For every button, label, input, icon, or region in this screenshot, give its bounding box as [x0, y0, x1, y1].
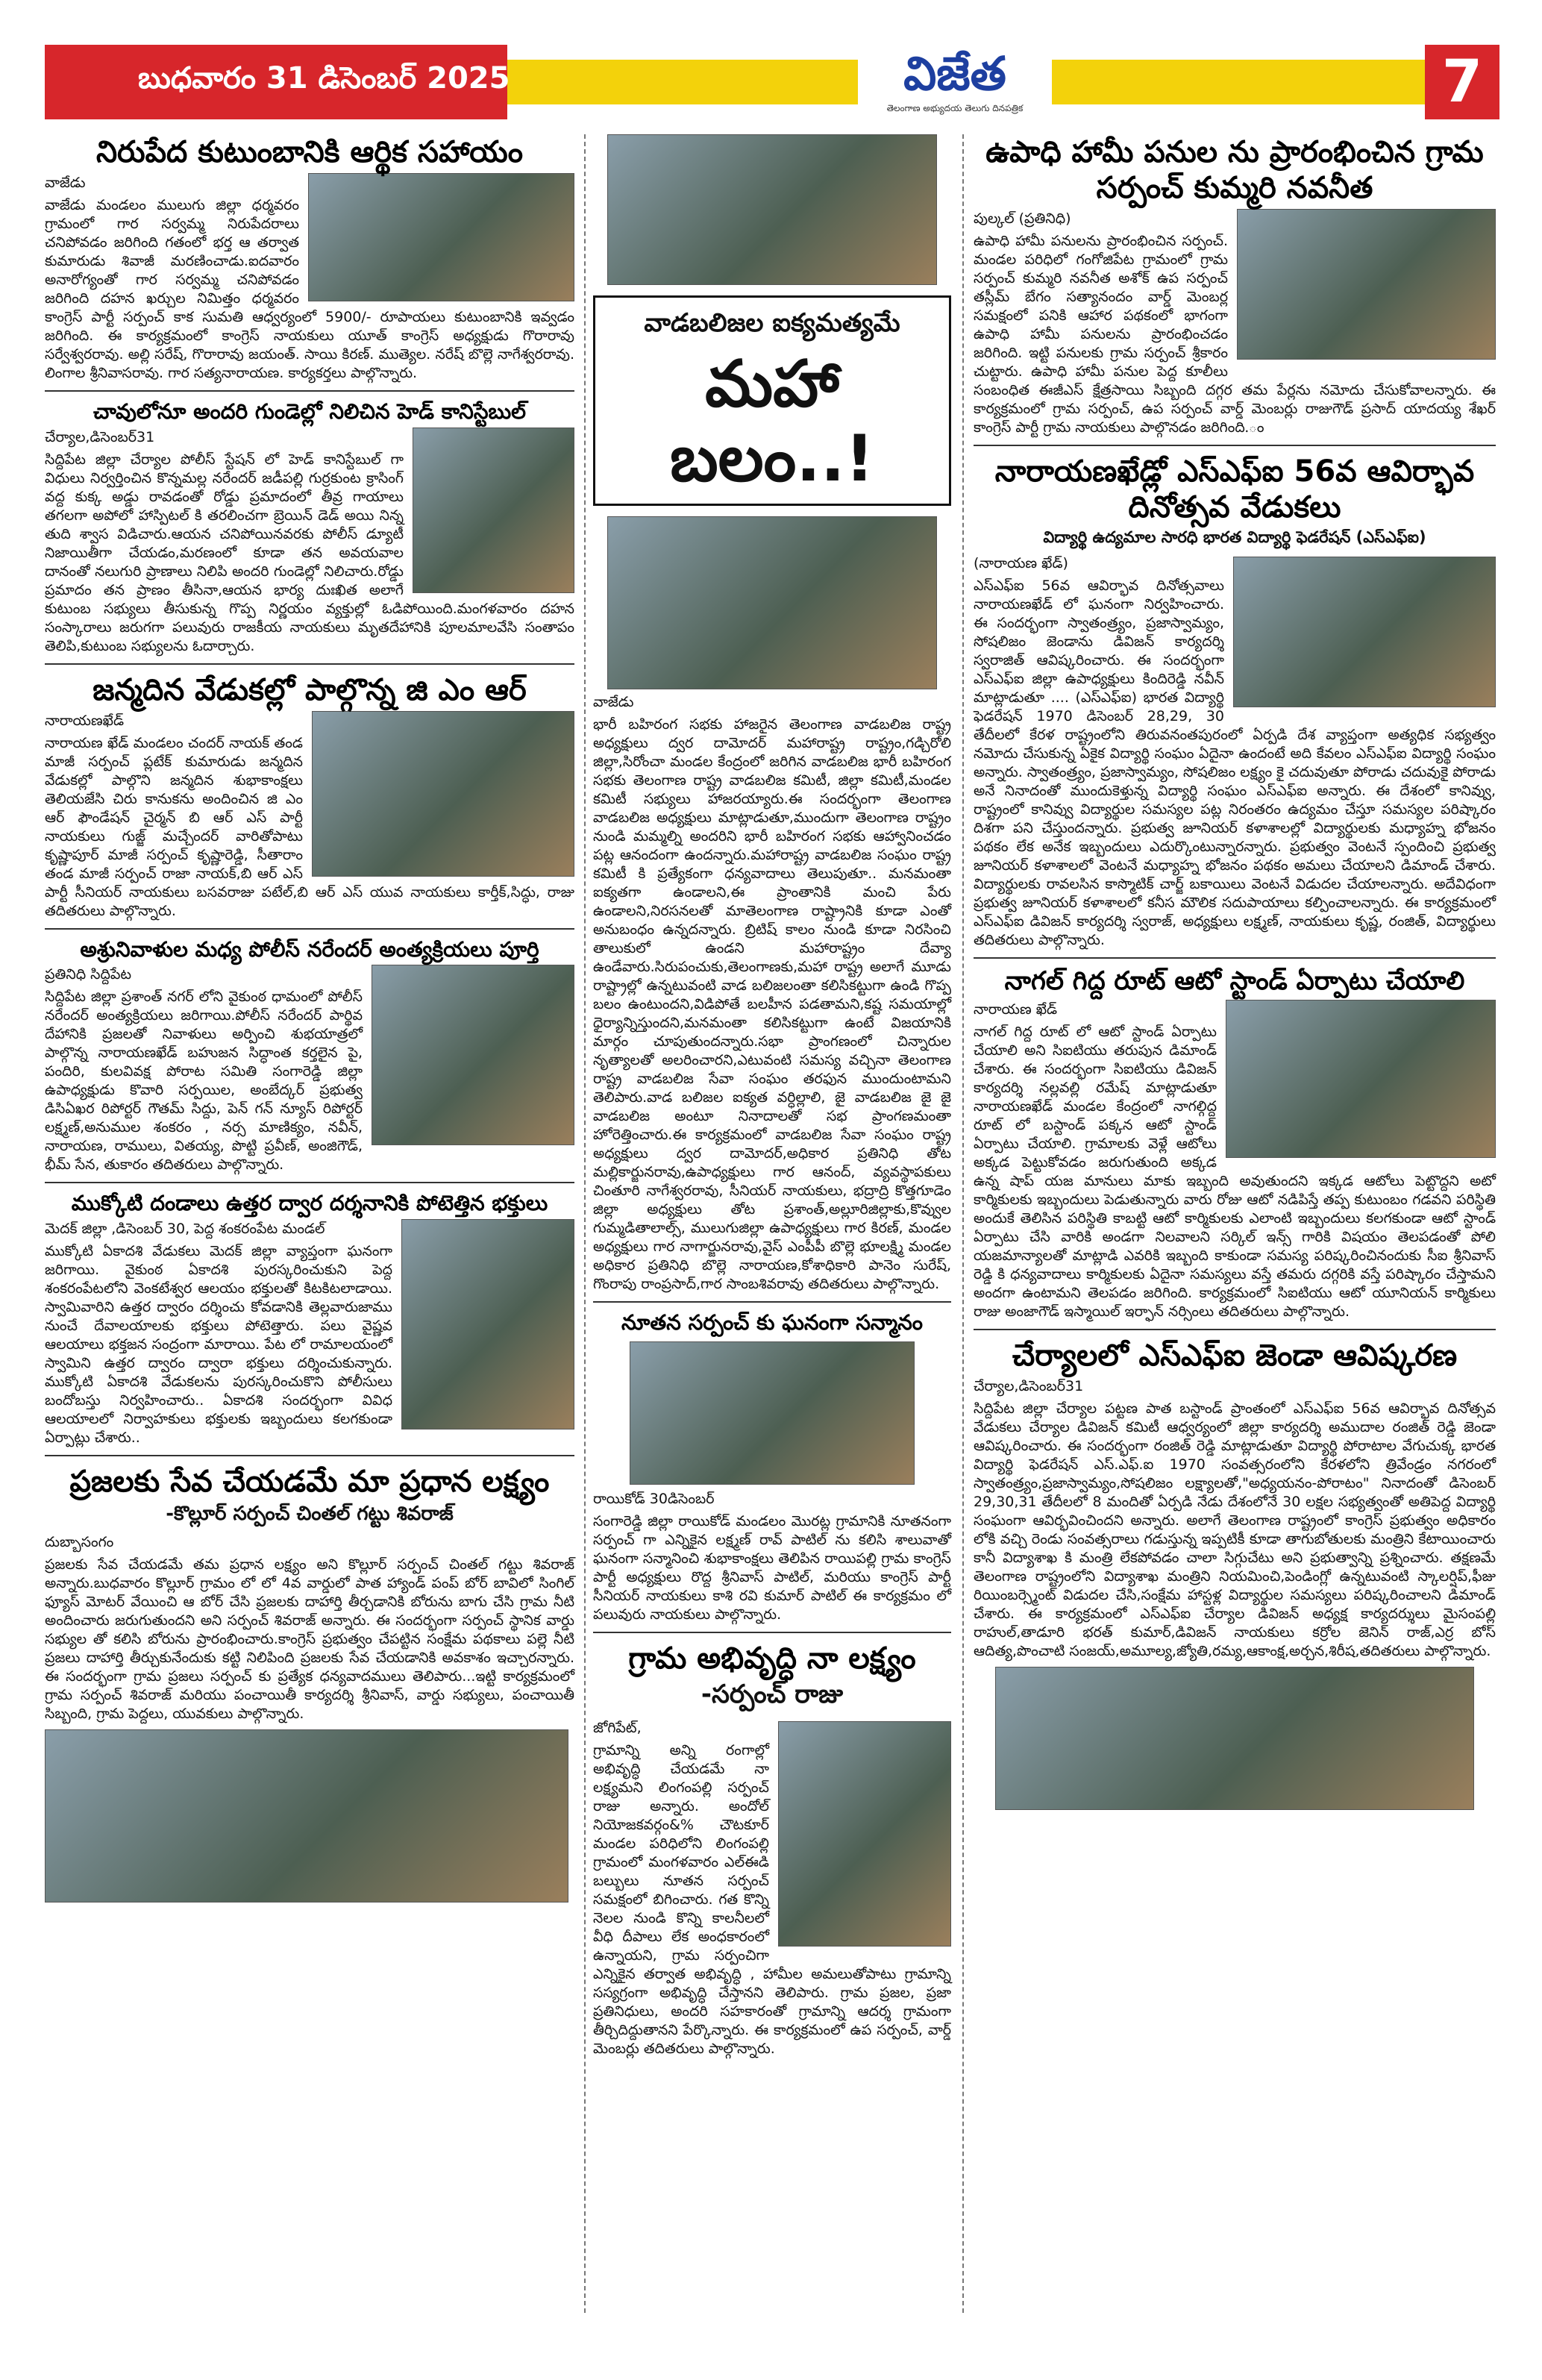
article-body: సంగారెడ్డి జిల్లా రాయికోడ్ మండలం మొరట్ల గ్రామానికి నూతనంగా సర్పంచ్ గా ఎన్నికైన లక్ష్మణ్ రావ్ పాటిల్ ను కలిసి శాలువాతో ఘనంగా సన్మానించి శుభాకాంక్షలు తెలిపిన రాయిపల్లి గ్రామ కాంగ్రెస్ పార్టీ అధ్యక్షులు రొద్ద శ్రీనివాస్ పాటిల్, మరియు కాంగ్రెస్ పార్టీ సీనియర్ నాయకులు కాశి రవి కుమార్ పాటిల్ ఈ కార్యక్రమం లో పలువురు నాయకులు పాల్గొన్నారు.: [593, 1512, 951, 1623]
article: [45, 134, 574, 383]
headline: గ్రామ అభివృద్ధి నా లక్ష్యం: [628, 1641, 916, 1676]
dateline: చేర్యాల,డిసెంబర్31: [974, 1377, 1084, 1394]
headline: నూతన సర్పంచ్ కు ఘనంగా సన్మానం: [621, 1310, 923, 1335]
issue-date: బుధవారం 31 డిసెంబర్ 2025: [138, 61, 510, 95]
article: [974, 454, 1496, 950]
dateline: నారాయణఖేడ్: [45, 712, 125, 729]
article-photo: [1233, 557, 1496, 707]
article: [45, 672, 574, 921]
article-body: సిద్దిపేట జిల్లా చేర్యాల పోలీస్ స్టేషన్ లో హెడ్ కానిస్టేబుల్ గా విధులు నిర్వర్తించిన కొన్నమల్ల నరేందర్ జడీపల్లి గుర్రకుంట క్రాసింగ్ వద్ద కుక్క అడ్డు రావడంతో రోడ్డు ప్రమాదంలో తీవ్ర గాయాలు తగలగా అపోలో హాస్పిటల్ కి తరలించగా బ్రెయిన్ డెడ్ అయి నిన్న తుది శ్వాస విడిచారు.ఆయన చనిపోయినవరకు పోలీస్ డ్యూటీ నిజాయితీగా చేయడం,మరణంలో కూడా తన అవయవాల దానంతో నలుగురి ప్రాణాలు నిలిపి అందరి గుండెల్లో నిలిచారు.రోడ్డు ప్రమాదం తన ప్రాణం తీసినా,ఆయన భార్య దుఃఖిత అలాగే కుటుంబ సభ్యులు తీసుకున్న గొప్ప నిర్ణయం వ్యక్తుల్లో ఓడిపోయింది.మంగళవారం దహన సంస్కారాలు జరుగగా పలువురు రాజకీయ నాయకులు మృతదేహానికి పూలమాలవేసి సంతాపం తెలిపి,కుటుంబ సభ్యులను ఓదార్చారు.: [45, 451, 574, 654]
newspaper-logo: [858, 45, 1052, 127]
article-photo: [413, 428, 574, 593]
article: [45, 399, 574, 656]
article-photo: [995, 1667, 1474, 1810]
subheadline: విద్యార్థి ఉద్యమాల సారధి భారత విద్యార్థి ఫెడరేషన్ (ఎస్ఎఫ్ఐ): [1043, 528, 1426, 546]
lead-photo: [607, 134, 937, 285]
article-body: గ్రామాన్ని అన్ని రంగాల్లో అభివృద్ధి చేయడమే నా లక్ష్యమని లింగంపల్లి సర్పంచ్ రాజు అన్నారు. అందోల్ నియోజకవర్గం&% చౌటకూర్ మండల పరిధిలోని లింగంపల్లి గ్రామంలో మంగళవారం ఎల్ఈడి బల్బులు నూతన సర్పంచ్ సమక్షంలో బిగించారు. గత కొన్ని నెలల నుండి కొన్ని కాలనీలలో వీధి దీపాలు లేక అంధకారంలో ఉన్నాయని, గ్రామ సర్పంచిగా ఎన్నికైన తర్వాత అభివృద్ధి , హామీల అమలుతోపాటు గ్రామాన్ని సస్యగ్రంగా అభివృద్ధి చేస్తానని తెలిపారు. గ్రామ ప్రజల, ప్రజా ప్రతినిధులు, అందరి సహకారంతో గ్రామాన్ని ఆదర్శ గ్రామంగా తీర్చిదిద్దుతానని పేర్కొన్నారు. ఈ కార్యక్రమంలో ఉప సర్పంచ్, వార్డ్ మెంబర్లు తదితరులు పాల్గొన్నారు.: [593, 1741, 951, 2057]
column-divider: [584, 134, 586, 2313]
dateline: జోగిపేట్,: [593, 1719, 642, 1736]
column-middle: [593, 134, 951, 2060]
article-photo: [630, 1341, 915, 1485]
dateline: ప్రతినిధి సిద్దిపేట: [45, 966, 132, 983]
article: [974, 1338, 1496, 1810]
article-body: ఎస్ఎఫ్ఐ 56వ ఆవిర్భావ దినోత్సవాలు నారాయణఖేడ్ లో ఘనంగా నిర్వహించారు. ఈ సందర్భంగా స్వాతంత్ర్యం, ప్రజాస్వామ్యం, సోషలిజం జెండాను డివిజన్ కార్యదర్శి స్వరాజిత్ ఆవిష్కరించారు. ఈ సందర్భంగా ఎస్ఎఫ్ఐ జిల్లా ఉపాధ్యక్షులు కిందిరెడ్డి నవీన్ మాట్లాడుతూ .... (ఎస్ఎఫ్ఐ) భారత విద్యార్థి ఫెడరేషన్ 1970 డిసెంబర్ 28,29, 30 తేదీలలో కేరళ రాష్ట్రంలోని తిరువనంతపురంలో ఏర్పడి దేశ వ్యాప్తంగా అత్యధిక సభ్యత్వం నమోదు చేసుకున్న ఏకైక విద్యార్థి సంఘం ఏదైనా ఉందంటే అది కేవలం ఎస్ఎఫ్ఐ విద్యార్థి సంఘం అన్నారు. స్వాతంత్ర్యం, ప్రజాస్వామ్యం, సోషలిజం లక్ష్యం కై చదువుతూ పోరాడు చదువుకై పోరాడు అనే నినాదంతో ముందుకెళ్తున్న విద్యార్థి సంఘం ఎస్ఎఫ్ఐ అన్నారు. ఈ దేశంలో కానివ్వు, రాష్ట్రంలో కానివ్వు విద్యార్థుల సమస్యల పట్ల నిరంతరం ఉద్యమం చేస్తూ సమస్యల పరిష్కారం దిశగా పని చేస్తుందన్నారు. ప్రభుత్వ జూనియర్ కళాశాలల్లో విద్యార్థులకు మధ్యాహ్న భోజనం పథకం లేక అనేక ఇబ్బందులు ఎదుర్కొంటున్నారన్నారు. ప్రభుత్వం వెంటనే స్పందించి ప్రభుత్వ జూనియర్ కళాశాలలో వెంటనే మధ్యాహ్న భోజనం పథకం అమలు చేయాలని డిమాండ్ చేశారు. విద్యార్థులకు రావలసిన కాస్మొటిక్ చార్జ్ బకాయిలు వెంటనే విడుదల చేయాలన్నారు. అదేవిధంగా ప్రభుత్వ జూనియర్ కళాశాలలో కనీస మౌలిక సదుపాయాలు కల్పించాలన్నారు. ఈ కార్యక్రమంలో ఎస్ఎఫ్ఐ డివిజన్ కార్యదర్శి స్వరాజ్, అధ్యక్షులు లక్ష్మణ్, నాయకులు కృష్ణ, రంజిత్, విద్యార్థులు తదితరులు పాల్గొన్నారు.: [974, 577, 1496, 948]
subheadline: -సర్పంచ్ రాజు: [701, 1679, 844, 1709]
dateline: దుబ్బాసంగం: [45, 1533, 114, 1550]
dateline: రాయికోడ్ 30డిసెంబర్: [593, 1490, 715, 1507]
article-separator: [45, 1182, 574, 1183]
dateline: వాజేడు: [45, 175, 86, 191]
dateline: మెదక్ జిల్లా ,డిసెంబర్ 30, పెద్ద శంకరంపేట మండల్: [45, 1220, 325, 1237]
article-separator: [45, 663, 574, 665]
article-photo: [778, 1721, 951, 1947]
column-right: [974, 134, 1496, 1810]
date-banner: [45, 45, 510, 119]
article-photo: [401, 1219, 574, 1429]
article-body: నాగల్ గిద్ద రూట్ లో ఆటో స్టాండ్ ఏర్పాటు చేయాలి అని సిఐటియు తరుపున డిమాండ్ చేశారు. ఈ సందర్భంగా సిఐటియు డివిజన్ కార్యదర్శి నల్లవల్లి రమేష్ మాట్లాడుతూ నారాయణఖేడ్ మండల కేంద్రంలో నాగల్గిద్ద రూట్ లో బస్టాండ్ పక్కన ఆటో స్టాండ్ ఏర్పాటు చేయాలి. గ్రామాలకు వెళ్లే ఆటోలు అక్కడ పెట్టుకోవడం జరుగుతుంది అక్కడ ఉన్న షాప్ యజ మానులు మాకు ఇబ్బంది అవుతుందని ఇక్కడ ఆటోలు పెట్టొద్దని అటో కార్మికులకు ఇబ్బందులు పెడుతున్నారు వారు రోజు ఆటో నడిపిస్తే తప్ప కుటుంబం గడవని పరిస్థితి అందుకే తెలిసిన పరిస్థితి కాబట్టి ఆటో కార్మికులకు ఎలాంటి ఇబ్బందులు కలగకుండా ఆటో స్టాండ్ ఏర్పాటు చేసి వారికి అండగా నిలవాలని సర్కిల్ ఇన్స్ గారికి విషయం తెలపడంతో పోలి యజమాన్యాలతో మాట్లాడి ఎవరికి ఇబ్బంది కాకుండా సమస్య పరిష్కరించినందుకు సీఐ శ్రీనివాస్ రెడ్డి కి ధన్యవాదాలు కార్మికులకు ఏదైనా సమస్యలు వస్తే తమరు దగ్గరికి వస్తే పరిష్కారం చేస్తామని అందగా ఉంటామని తెలపడం జరిగింది. కార్యక్రమంలో సిఐటియు ఆటో యూనియన్ కార్మికులు రాజు అంజాగౌడ్ ఇస్మాయిల్ ఇర్ఫాన్ నర్సింలు తదితరులు పాల్గొన్నారు.: [974, 1023, 1496, 1320]
article: [593, 1310, 951, 1624]
logo-tagline: తెలంగాణ అభ్యుదయ తెలుగు దినపత్రిక: [886, 103, 1024, 113]
page-number: 7: [1425, 45, 1499, 119]
headline: ఉపాధి హామీ పనుల ను ప్రారంభించిన గ్రామ సర్పంచ్ కుమ్మరి నవనీత: [985, 135, 1484, 205]
dateline: చేర్యాల,డిసెంబర్31: [45, 428, 155, 445]
dateline: (నారాయణ ఖేడ్): [974, 555, 1068, 571]
dateline: నారాయణ ఖేడ్: [974, 1000, 1058, 1018]
dateline: వాజేడు: [593, 694, 634, 710]
article-separator: [593, 1632, 951, 1633]
column-divider: [962, 134, 964, 2313]
headline: ప్రజలకు సేవ చేయడమే మా ప్రధాన లక్ష్యం: [69, 1464, 550, 1499]
article-photo: [607, 516, 937, 689]
headline: చావులోనూ అందరి గుండెల్లో నిలిచిన హెడ్ కానిస్టేబుల్: [93, 399, 527, 424]
headline: నాగల్ గిద్ద రూట్ ఆటో స్టాండ్ ఏర్పాటు చేయాలి: [1004, 966, 1465, 996]
article-photo: [1226, 1000, 1496, 1158]
article: [593, 1641, 951, 2058]
article-body: వాజేడు మండలం ములుగు జిల్లా ధర్మవరం గ్రామంలో గార సర్వమ్మ నిరుపేదరాలు చనిపోవడం జరిగింది గతంలో భర్త ఆ తర్వాత కుమారుడు శివాజీ మరణించాడు.ఐదవారం అనారోగ్యంతో గార సర్వమ్మ చనిపోవడం జరిగింది దహన ఖర్చుల నిమిత్తం ధర్మవరం కాంగ్రెస్ పార్టీ సర్పంచ్ కాక సుమతి ఆధ్వర్యంలో 5900/- రూపాయలు కుటుంబానికి ఇవ్వడం జరిగింది. ఈ కార్యక్రమంలో కాంగ్రెస్ నాయకులు యూత్ కాంగ్రెస్ అధ్యక్షుడు గొరారావు సర్వేశ్వరరావు. అల్లి సరేష్, గొరారావు జయంత్. సాయి కిరణ్. ముత్యెల. నరేష్ బొల్లె నాగేశ్వరరావు. లింగాల శ్రీనివాసరావు. గార సత్యనారాయణ. కార్యకర్తలు పాల్గొన్నారు.: [45, 197, 574, 381]
headline: చేర్యాలలో ఎస్ఎఫ్ఐ జెండా ఆవిష్కరణ: [1012, 1338, 1458, 1373]
article-body: సిద్దిపేట జిల్లా చేర్యాల పట్టణ పాత బస్టాండ్ ప్రాంతంలో ఎస్ఎఫ్ఐ 56వ ఆవిర్భావ దినోత్సవ వేడుకలు చేర్యాల డివిజన్ కమిటీ ఆధ్వర్యంలో జిల్లా కార్యదర్శి అముదాల రంజిత్ రెడ్డి జెండా ఆవిష్కరించారు. ఈ సందర్భంగా రంజిత్ రెడ్డి మాట్లాడుతూ విద్యార్థి పోరాటాల వేగుచుక్క భారత విద్యార్థి ఫెడరేషన్ ఎస్.ఎఫ్.ఐ 1970 సంవత్సరంలోని కేరళలోని త్రివేండ్రం నగరంలో స్వాతంత్ర్యం,ప్రజాస్వామ్యం,సోషలిజం లక్ష్యాలతో,"అధ్యయనం-పోరాటం" నినాదంతో డిసెంబర్ 29,30,31 తేదీలలో 8 మందితో ఏర్పడి నేడు దేశంలోనే 30 లక్షల సభ్యత్వంతో అతిపెద్ద విద్యార్థి సంఘంగా ఆవిర్భవించిందని అన్నారు. అలాగే తెలంగాణ రాష్ట్రంలో కాంగ్రెస్ ప్రభుత్వం అధికారం లోకి వచ్చి రెండు సంవత్సరాలు గడుస్తున్న ఇప్పటికీ కూడా తాగుబోతులకు మంత్రిని కేటాయించారు కానీ విద్యాశాఖ కి మంత్రి లేకపోవడం చాలా సిగ్గుచేటు అని ప్రభుత్వాన్ని ప్రశ్నించారు. తక్షణమే తెలంగాణ రాష్ట్రంలోని విద్యాశాఖ మంత్రిని నియమించి,పెండింగ్లో ఉన్నటువంటి స్కాలర్షిప్,ఫీజు రియింబర్స్మెంట్ విడుదల చేసి,సంక్షేమ హాస్టళ్ల విద్యార్థుల సమస్యలు పరిష్కరించాలని డిమాండ్ చేశారు. ఈ కార్యక్రమంలో ఎస్ఎఫ్ఐ చేర్యాల డివిజన్ అధ్యక్ష కార్యదర్శులు మైసంపల్లి రాహుల్,తాడూరి భరత్ కుమార్,డివిజన్ నాయకులు కర్రోల జెనిన్ రాజ్,ఎర్ర బోస్ ఆదిత్య,పొంచాటి సంజయ్,అమూల్య,జ్యోతి,రమ్య,ఆకాంక్ష,అర్చన,శిరీష,తదితరులు పాల్గొన్నారు.: [974, 1400, 1496, 1659]
article: [45, 1464, 574, 1903]
headline: అశ్రునివాళుల మధ్య పోలీస్ నరేందర్ అంత్యక్రియలు పూర్తి: [80, 936, 539, 962]
masthead: [45, 45, 1499, 131]
article-separator: [974, 1329, 1496, 1330]
article-separator: [974, 957, 1496, 959]
article: [45, 937, 574, 1175]
dateline: పుల్కల్ (ప్రతినిధి): [974, 210, 1071, 227]
article: [45, 1191, 574, 1447]
article: [974, 966, 1496, 1321]
article-separator: [974, 445, 1496, 446]
banner-headline: మహా బలం..!: [670, 347, 874, 496]
article: [974, 134, 1496, 437]
column-left: [45, 134, 574, 1903]
article-body: ప్రజలకు సేవ చేయడమే తమ ప్రధాన లక్ష్యం అని కొల్లూర్ సర్పంచ్ చింతల్ గట్టు శివరాజ్ అన్నారు.బుధవారం కొల్లూర్ గ్రామం లో లో 4వ వార్డులో పాత హ్యాండ్ పంప్ బోర్ బావిలో సింగిల్ ఫ్యూస్ మోటర్ వేయించి ఆ బోర్ చేసి ప్రజలకు దాహార్తి తీర్చడానికి బోరును బాగు చేసి గ్రామ నీటి అందించారు జరుగుతుందని అని సర్పంచ్ శివరాజ్ అన్నారు. ఈ సందర్భంగా సర్పంచ్ స్థానిక వార్డు సభ్యుల తో కలిసి బోరును ప్రారంభించారు.కాంగ్రెస్ ప్రభుత్వం చేపట్టిన సంక్షేమ పథకాలు పల్లె నీటి ప్రజలు దాహార్తి తీర్చుకునేందుకు కట్టి నిలిపింది ప్రజలకు సేవ చేయడానికి అవకాశం ఇచ్చారన్నారు. ఈ సందర్భంగా గ్రామ ప్రజలు సర్పంచ్ కు ప్రత్యేక ధన్యవాదములు తెలిపారు...ఇట్టి కార్యక్రమంలో గ్రామ సర్పంచ్ శివరాజ్ మరియు పంచాయితీ కార్యదర్శి శ్రీనివాస్, వార్డు సభ్యులు, పంచాయితీ సిబ్బంది, గ్రామ పెద్దలు, యువకులు పాల్గొన్నారు.: [45, 1556, 574, 1722]
banner-kicker: వాడబలిజల ఐక్యమత్యమే: [644, 308, 900, 338]
article-photo: [372, 965, 574, 1145]
article-photo: [312, 711, 574, 877]
article-separator: [45, 928, 574, 930]
article-separator: [45, 1455, 574, 1456]
article-photo: [45, 1729, 568, 1903]
article-body: సిద్దిపేట జిల్లా ప్రశాంత్ నగర్ లోని వైకుంఠ ధామంలో పోలీస్ నరేందర్ అంత్యక్రియలు జరిగాయి.పోలీస్ నరేందర్ పార్థివ దేహానికి ప్రజలతో నివాళులు అర్పించి శుభయాత్రలో పాల్గొన్న నారాయణఖేడ్ బహుజన సిద్ధాంత కర్తలైన పై, పందిరి, కులవివక్ష పోరాట సమితి సంగారెడ్డి జిల్లా ఉపాధ్యక్షుడు కొవారి సర్పయిల, అంబేద్కర్ ప్రభుత్వ డిసిఏఖర రిపోర్టర్ గౌతమ్ సిద్దు, పెన్ గన్ న్యూస్ రిపోర్టర్ లక్ష్మణ్,అనుముల శంకరం , నర్స మాణిక్యం, నవీన్, నారాయణ, రాములు, వితయ్య, పొట్టి ప్రవీణ్, అంజిగౌడ్, భీమ్ సేన, తుకారం తదితరులు పాల్గొన్నారు.: [45, 989, 363, 1174]
article-body: నారాయణ ఖేడ్ మండలం చందర్ నాయక్ తండ మాజీ సర్పంచ్ ప్లటేక్ కుమారుడు జన్మదిన వేడుకల్లో పాల్గొని జన్మదిన శుభాకాంక్షలు తెలియజేసి చిరు కానుకను అందించిన జి ఎం ఆర్ ఫౌండేషన్ చైర్మన్ బి ఆర్ ఎస్ పార్టీ నాయకులు గుజ్జ్ మచ్చేందర్ వారితోపాటు కృష్ణాపూర్ మాజీ సర్పంచ్ కృష్ణారెడ్డి, సీతారాం తండ మాజీ సర్పంచ్ రాజా నాయక్,బి ఆర్ ఎస్ పార్టీ సీనియర్ నాయకులు బసవరాజు పటేల్,బి ఆర్ ఎస్ యువ నాయకులు కార్తీక్,సిద్ధు, రాజు తదితరులు పాల్గొన్నారు.: [45, 734, 574, 919]
article-photo: [308, 173, 574, 301]
article-body: ఉపాధి హామీ పనులను ప్రారంభించిన సర్పంచ్. మండల పరిధిలో గంగోజిపేట గ్రామంలో గ్రామ సర్పంచ్ కుమ్మరి నవనీత అశోక్ ఉప సర్పంచ్ తస్లీమ్ బేగం సత్యానందం వార్డ్ మెంబర్ల సమక్షంలో పనికి ఆహార పథకంలో భాగంగా ఉపాధి హామీ పనులను ప్రారంభించడం జరిగింది. ఇట్టి పనులకు గ్రామ సర్పంచ్ శ్రీకారం చుట్టారు. ఉపాధి హామీ పనుల పెద్ద కూలీలు సంబంధిత ఈజీఎస్ క్షేత్రసాయి సిబ్బంది దగ్గర తమ పేర్లను నమోదు చేసుకోవాలన్నారు. ఈ కార్యక్రమంలో గ్రామ సర్పంచ్, ఉప సర్పంచ్ వార్డ్ మెంబర్లు రాజుగౌడ్ ప్రసాద్ యాదయ్య శేఖర్ కాంగ్రెస్ పార్టీ గ్రామ నాయకులు పాల్గొనడం జరిగింది.ం: [974, 233, 1496, 436]
article-photo: [1237, 209, 1496, 360]
headline: నారాయణఖేడ్లో ఎస్ఎఫ్ఐ 56వ ఆవిర్భావ దినోత్సవ వేడుకలు: [994, 454, 1475, 524]
article-body: ముక్కోటి ఏకాదశి వేడుకలు మెదక్ జిల్లా వ్యాప్తంగా ఘనంగా జరిగాయి. వైకుంఠ ఏకాదశి పురస్కరించుకుని పెద్ద శంకరంపేటలోని వెంకటేశ్వర ఆలయం భక్తులతో కిటకిటలాడాయి. స్వామివారిని ఉత్తర ద్వారం దర్శించు కోవడానికి తెల్లవారుజాము నుంచే దేవాలయాలకు భక్తులు పోటెత్తారు. పలు వైష్ణవ ఆలయాలు భక్తజన సంద్రంగా మారాయి. పేట లో రామాలయంలో స్వామిని ఉత్తర ద్వారం ద్వారా భక్తులు దర్శించుకున్నారు. ముక్కోటి ఏకాదశి వేడుకలను పురస్కరించుకొని పోలీసులు బందోబస్తు నిర్వహించారు.. ఏకాదశి సందర్భంగా వివిధ ఆలయాలలో నిర్వాహకులు భక్తులకు ఇబ్బందులు కలగకుండా ఏర్పాట్లు చేశారు..: [45, 1242, 392, 1446]
headline: జన్మదిన వేడుకల్లో పాల్గొన్న జి ఎం ఆర్: [93, 672, 527, 707]
headline: ముక్కోటి దండాలు ఉత్తర ద్వార దర్శనానికి పోటెత్తిన భక్తులు: [71, 1191, 548, 1216]
subheadline: -కొల్లూర్ సర్పంచ్ చింతల్ గట్టు శివరాజ్: [166, 1502, 454, 1525]
article-separator: [593, 1301, 951, 1303]
headline: నిరుపేద కుటుంబానికి ఆర్థిక సహాయం: [95, 135, 524, 169]
article-separator: [45, 390, 574, 392]
banner-headline-box: [593, 295, 951, 506]
article: [593, 694, 951, 1294]
logo-text: విజేత: [903, 46, 1006, 101]
article-body: భారీ బహిరంగ సభకు హాజరైన తెలంగాణ వాడబలిజ రాష్ట్ర అధ్యక్షులు ద్వర దామోదర్ మహారాష్ట్ర రాష్ట్రం,గడ్చిరోలి జిల్లా,సిరోంచా మండల కేంద్రంలో జరిగిన వాడబలిజ భారీ బహిరంగ సభకు తెలంగాణ రాష్ట్ర వాడబలిజ కమిటీ, జిల్లా కమిటీ,మండల కమిటీ సభ్యులు హాజరయ్యారు.ఈ సందర్భంగా తెలంగాణ వాడబలిజ అధ్యక్షులు మాట్లాడుతూ,ముందుగా తెలంగాణ రాష్ట్రం నుండి మమ్మల్ని అందరిని భారీ బహిరంగ సభకు ఆహ్వానించడం పట్ల ఆనందంగా ఉందన్నారు.మహారాష్ట్ర వాడబలిజ సంఘం రాష్ట్ర కమిటీ కి ప్రత్యేకంగా ధన్యవాదాలు తెలుపుతూ.. మనమంతా ఐక్యతగా ఉండాలని,ఈ ప్రాంతానికి మంచి పేరు ఉండాలని,నిరసనలతో మాతెలంగాణ రాష్ట్రానికి కూడా ఎంతో అనుబంధం ఉన్నదన్నారు. బ్రిటిష్ కాలం నుండి కూడా నిరసించి తాలుకులో ఉండని మహారాష్ట్రం దేవ్యా ఉండేవారు.సిరుపంచుకు,తెలంగాణకు,మహా రాష్ట్ర అలాగే మూడు రాష్ట్రాల్లో ఉన్నటువంటి వాడ బలిజలంతా కలిసికట్టుగా ఉండి గొప్ప బలం ఉంటుందని,విడిపోతే బలహీన పడతామని,కష్ట సమయాల్లో ధైర్యాన్నిస్తుందని,మనమంతా కలిసికట్టుగా ఉంటే విజయానికి మార్గం చూపుతుందన్నారు.సభా ప్రాంగణంలో చిన్నారుల నృత్యాలతో అలరించారని,ఎటువంటి సమస్య వచ్చినా తెలంగాణ రాష్ట్ర వాడబలిజ సేవా సంఘం తరఫున ముందుంటామని తెలిపారు.వాడ బలిజల ఐక్యత వర్ధిల్లాలి, జై వాడబలిజ జై జై వాడబలిజ అంటూ నినాదాలతో సభ ప్రాంగణమంతా హోరెత్తించారు.ఈ కార్యక్రమంలో వాడబలిజ సేవా సంఘం రాష్ట్ర అధ్యక్షులు ద్వర దామోదర్,అధికార ప్రతినిధి తోట మల్లికార్జునరావు,ఉపాధ్యక్షులు గార ఆనంద్, వ్యవస్థాపకులు చింతూరి నాగేశ్వరరావు, సీనియర్ నాయకులు, భద్రాద్రి కొత్తగూడెం జిల్లా అధ్యక్షులు తోట ప్రశాంత్,అల్లూరిజిల్లాకు,కొవ్వుల గుమ్మడితాలాల్స్, ములుగుజిల్లా ఉపాధ్యక్షులు గార కిరణ్, మండల అధ్యక్షులు గార నాగార్జునరావు,వైస్ ఎంపీపీ బొల్లె భూలక్ష్మి మండల అధికార ప్రతినిధి బొల్లె నారాయణ,కోశాధికారి పానెం సురేష్, గొంరాపు రాంప్రసాద్,గార సాంబశివరావు తదితరులు పాల్గొన్నారు.: [593, 716, 951, 1292]
